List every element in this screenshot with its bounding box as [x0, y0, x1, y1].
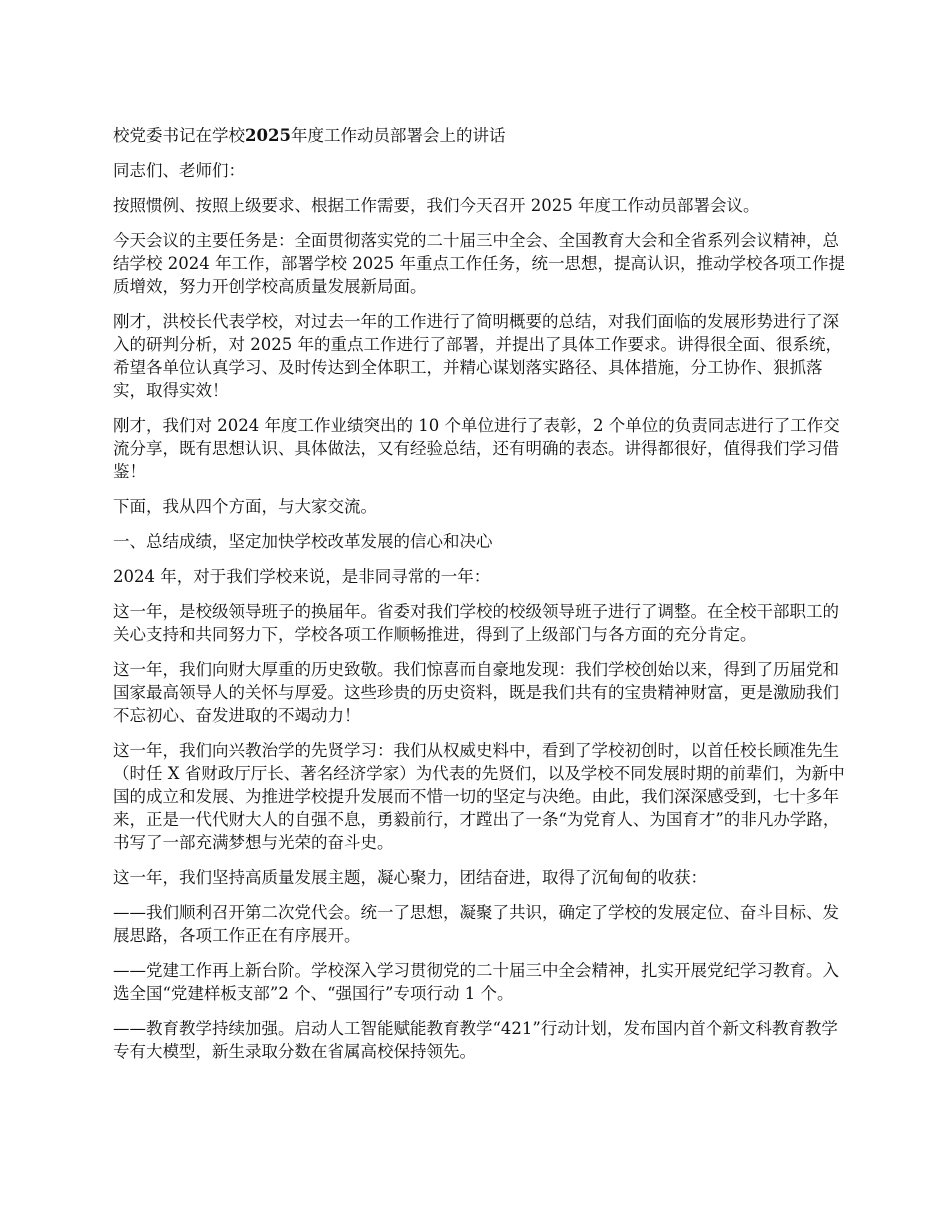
title-prefix: 校党委书记在学校: [113, 126, 245, 145]
paragraph-intro: 按照惯例、按照上级要求、根据工作需要，我们今天召开 2025 年度工作动员部署会议。: [113, 196, 760, 215]
paragraph-tasks: 今天会议的主要任务是：全面贯彻落实党的二十届三中全会、全国教育大会和全省系列会议精神，总结学校 2024 年工作，部署学校 2025 年重点工作任务，统一思想，提高认识，推动学校各项工作提质增效，努力开创学校高质量发展新局面。: [113, 231, 845, 296]
paragraph-year: 2024 年，对于我们学校来说，是非同寻常的一年：: [113, 567, 491, 586]
paragraph-transition: 下面，我从四个方面，与大家交流。: [113, 497, 377, 516]
document-page: [113, 124, 848, 1075]
paragraph-predecessors: 这一年，我们向兴教治学的先贤学习：我们从权威史料中，看到了学校初创时，以首任校长顾准先生（时任 X 省财政厅厅长、著名经济学家）为代表的先贤们，以及学校不同发展时期的前辈们，为新中国的成立和发展、为推进学校提升发展而不惜一切的坚定与决绝。由此，我们深深感受到，七十多年来，正是一代代财大人的自强不息，勇毅前行，才蹚出了一条“为党育人、为国育才”的非凡办学路，书写了一部充满梦想与光荣的奋斗史。: [113, 741, 845, 852]
paragraph-leadership: 这一年，是校级领导班子的换届年。省委对我们学校的校级领导班子进行了调整。在全校干部职工的关心支持和共同努力下，学校各项工作顺畅推进，得到了上级部门与各方面的充分肯定。: [113, 602, 839, 644]
bullet-party-congress: ——我们顺利召开第二次党代会。统一了思想，凝聚了共识，确定了学校的发展定位、奋斗目标、发展思路，各项工作正在有序展开。: [113, 903, 839, 945]
paragraph-awards: 刚才，我们对 2024 年度工作业绩突出的 10 个单位进行了表彰，2 个单位的负责同志进行了工作交流分享，既有思想认识、具体做法，又有经验总结，还有明确的表态。讲得都很好，值得我们学习借鉴！: [113, 416, 840, 481]
greeting: 同志们、老师们：: [113, 161, 245, 180]
paragraph-achievements: 这一年，我们坚持高质量发展主题，凝心聚力，团结奋进，取得了沉甸甸的收获：: [113, 868, 707, 887]
section-heading-1: 一、总结成绩，坚定加快学校改革发展的信心和决心: [113, 532, 493, 551]
document-title: [113, 124, 848, 147]
title-suffix: 年度工作动员部署会上的讲话: [290, 126, 506, 145]
bullet-education: ——教育教学持续加强。启动人工智能赋能教育教学“421”行动计划，发布国内首个新文科教育教学专有大模型，新生录取分数在省属高校保持领先。: [113, 1019, 838, 1061]
bullet-party-building: ——党建工作再上新台阶。学校深入学习贯彻党的二十届三中全会精神，扎实开展党纪学习教育。入选全国“党建样板支部”2 个、“强国行”专项行动 1 个。: [113, 961, 839, 1003]
paragraph-history: 这一年，我们向财大厚重的历史致敬。我们惊喜而自豪地发现：我们学校创始以来，得到了历届党和国家最高领导人的关怀与厚爱。这些珍贵的历史资料，既是我们共有的宝贵精神财富，更是激励我们不忘初心、奋发进取的不竭动力！: [113, 660, 839, 725]
title-year: 2025: [245, 126, 291, 145]
paragraph-summary: 刚才，洪校长代表学校，对过去一年的工作进行了简明概要的总结，对我们面临的发展形势进行了深入的研判分析，对 2025 年的重点工作进行了部署，并提出了具体工作要求。讲得很全面、很系统，希望各单位认真学习、及时传达到全体职工，并精心谋划落实路径、具体措施，分工协作、狠抓落实，取得实效！: [113, 312, 842, 400]
